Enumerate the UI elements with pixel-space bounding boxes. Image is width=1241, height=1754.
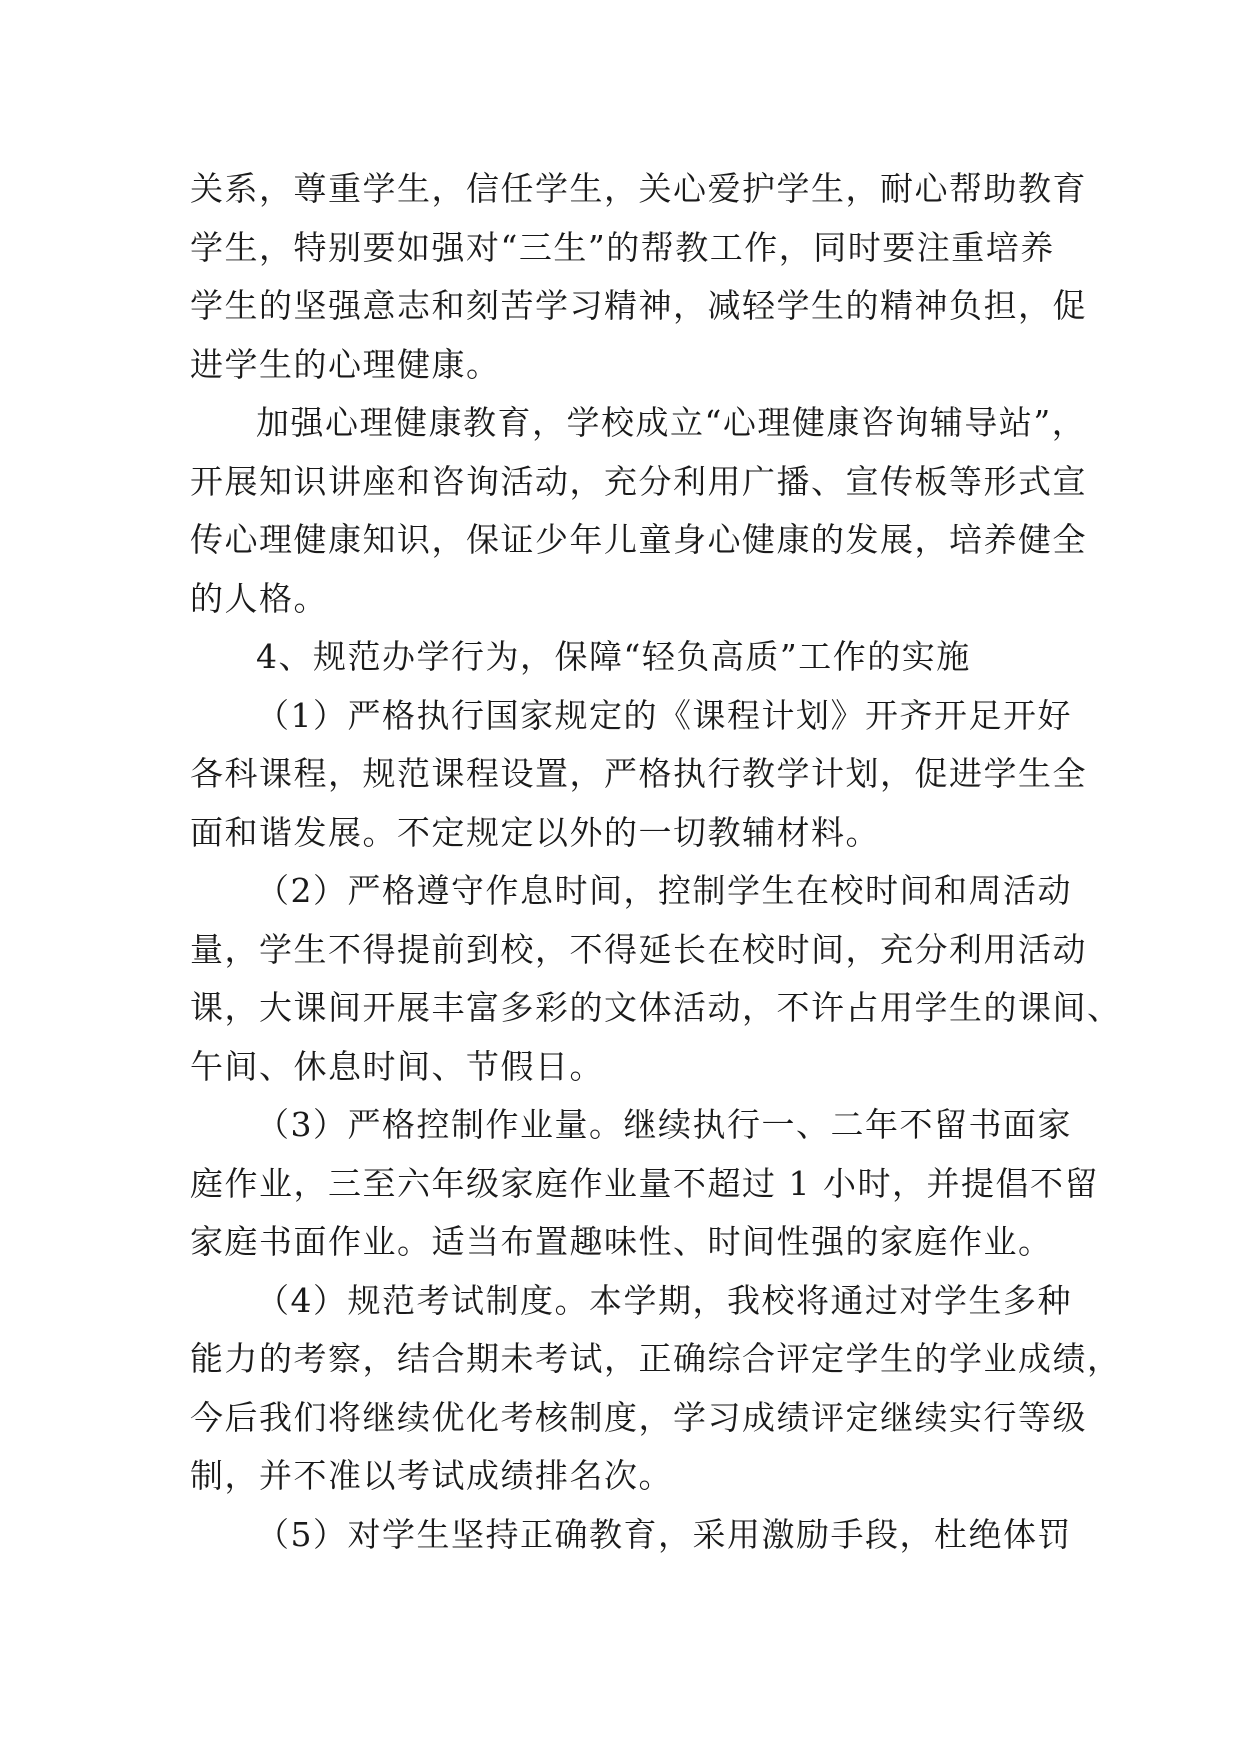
paragraph-line: 加强心理健康教育，学校成立“心理健康咨询辅导站”，: [256, 403, 1087, 442]
paragraph-line: 家庭书面作业。适当布置趣味性、时间性强的家庭作业。: [190, 1222, 1053, 1261]
paragraph-line: 午间、休息时间、节假日。: [190, 1046, 604, 1086]
paragraph-line: 的人格。: [190, 578, 328, 618]
paragraph: [190, 687, 1087, 863]
paragraph: [190, 1506, 1072, 1565]
paragraph-line: （3）严格控制作业量。继续执行一、二年不留书面家: [256, 1105, 1072, 1144]
paragraph-line: （2）严格遵守作息时间，控制学生在校时间和周活动: [256, 871, 1072, 910]
paragraph: [190, 1096, 1099, 1272]
paragraph: [190, 160, 1087, 394]
paragraph: [190, 394, 1087, 628]
paragraph-line: 关系，尊重学生，信任学生，关心爱护学生，耐心帮助教育: [190, 169, 1087, 208]
paragraph: [190, 862, 1122, 1096]
paragraph-line: 制，并不准以考试成绩排名次。: [190, 1456, 673, 1495]
paragraph-line: 今后我们将继续优化考核制度，学习成绩评定继续实行等级: [190, 1397, 1087, 1437]
paragraph-line: 学生，特别要如强对“三生”的帮教工作，同时要注重培养: [190, 227, 1055, 267]
paragraph-line: 能力的考察，结合期未考试，正确综合评定学生的学业成绩，: [190, 1339, 1122, 1378]
paragraph-line: 开展知识讲座和咨询活动，充分利用广播、宣传板等形式宣: [190, 461, 1087, 501]
paragraph-line: 学生的坚强意志和刻苦学习精神，减轻学生的精神负担，促: [190, 286, 1087, 325]
paragraph-line: 量，学生不得提前到校，不得延长在校时间，充分利用活动: [190, 929, 1087, 969]
document-body: [190, 160, 1122, 1564]
paragraph-line: 庭作业，三至六年级家庭作业量不超过 1 小时，并提倡不留: [190, 1163, 1099, 1203]
paragraph-line: 各科课程，规范课程设置，严格执行教学计划，促进学生全: [190, 754, 1087, 793]
paragraph-line: 进学生的心理健康。: [190, 344, 501, 384]
paragraph-line: （4）规范考试制度。本学期，我校将通过对学生多种: [256, 1280, 1072, 1320]
paragraph-line: （1）严格执行国家规定的《课程计划》开齐开足开好: [256, 695, 1072, 735]
paragraph-line: （5）对学生坚持正确教育，采用激励手段，杜绝体罚: [256, 1514, 1072, 1554]
paragraph-line: 课，大课间开展丰富多彩的文体活动，不许占用学生的课间、: [190, 988, 1122, 1027]
paragraph: [190, 628, 1060, 687]
paragraph-line: 传心理健康知识，保证少年儿童身心健康的发展，培养健全: [190, 520, 1087, 559]
paragraph-line: 4、规范办学行为，保障“轻负高质”工作的实施: [256, 637, 971, 676]
paragraph-line: 面和谐发展。不定规定以外的一切教辅材料。: [190, 812, 880, 852]
paragraph: [190, 1272, 1122, 1506]
